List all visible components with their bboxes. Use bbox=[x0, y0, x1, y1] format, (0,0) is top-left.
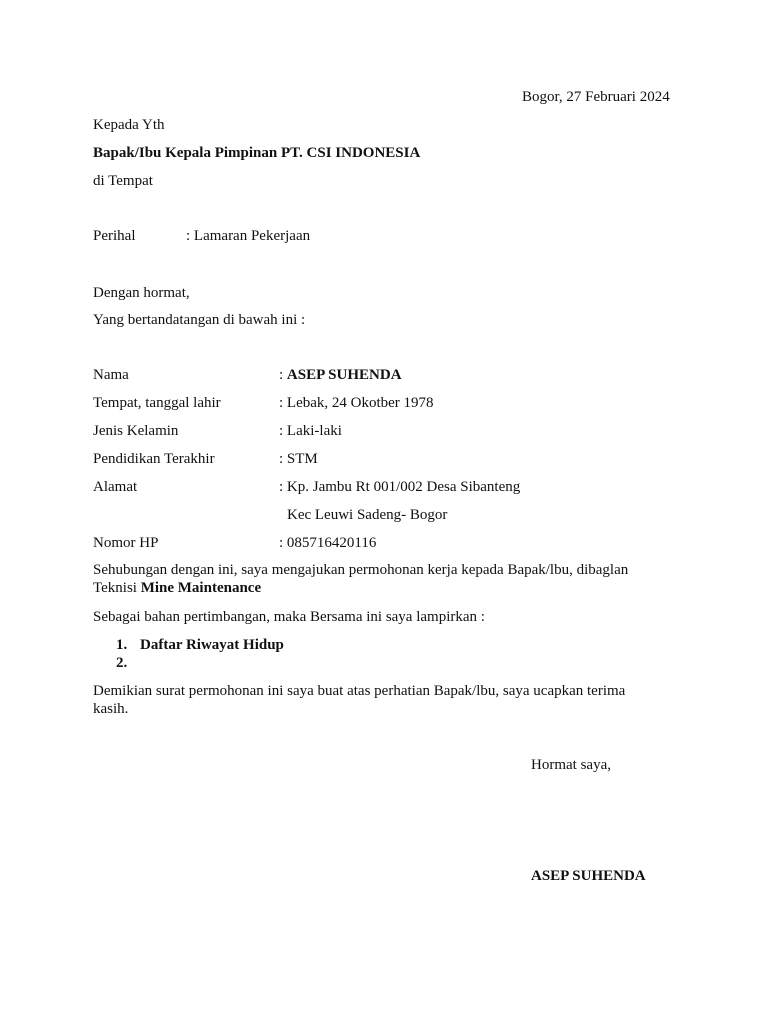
recipient-location: di Tempat bbox=[93, 173, 153, 189]
signatory-name: ASEP SUHENDA bbox=[531, 868, 646, 884]
sign-off: Hormat saya, bbox=[531, 757, 611, 773]
closing-paragraph: Demikian surat permohonan ini saya buat atas perhatian Bapak/lbu, saya ucapkan terima kasih. bbox=[93, 683, 626, 717]
recipient-name: Bapak/Ibu Kepala Pimpinan PT. CSI INDONESIA bbox=[93, 145, 421, 161]
detail-label-gender: Jenis Kelamin bbox=[93, 423, 179, 439]
detail-value-education: : STM bbox=[279, 451, 318, 467]
detail-label-phone: Nomor HP bbox=[93, 535, 159, 551]
detail-label-address: Alamat bbox=[93, 479, 138, 495]
subject-value: : Lamaran Pekerjaan bbox=[186, 228, 311, 244]
body-paragraph-1: Sehubungan dengan ini, saya mengajukan permohonan kerja kepada Bapak/lbu, dibaglan Teknisi Mine Maintenance bbox=[93, 562, 629, 596]
detail-label-birth: Tempat, tanggal lahir bbox=[93, 395, 221, 411]
subject-label: Perihal bbox=[93, 228, 136, 244]
position-name: Mine Maintenance bbox=[140, 580, 262, 596]
detail-value-address: : Kp. Jambu Rt 001/002 Desa Sibanteng bbox=[279, 479, 521, 495]
greeting: Dengan hormat, bbox=[93, 285, 190, 301]
detail-label-education: Pendidikan Terakhir bbox=[93, 451, 215, 467]
detail-value-gender: : Laki-laki bbox=[279, 423, 342, 439]
detail-value-birth: : Lebak, 24 Okotber 1978 bbox=[279, 395, 434, 411]
attachment-number-1: 1. bbox=[116, 637, 128, 653]
detail-value-name: : ASEP SUHENDA bbox=[279, 367, 402, 383]
letter-date: Bogor, 27 Februari 2024 bbox=[522, 89, 670, 105]
body-paragraph-2: Sebagai bahan pertimbangan, maka Bersama ini saya lampirkan : bbox=[93, 609, 485, 625]
intro-line: Yang bertandatangan di bawah ini : bbox=[93, 312, 306, 328]
applicant-name: ASEP SUHENDA bbox=[286, 367, 402, 383]
detail-value-address-line2: Kec Leuwi Sadeng- Bogor bbox=[287, 507, 448, 523]
detail-value-phone: : 085716420116 bbox=[279, 535, 377, 551]
recipient-salutation: Kepada Yth bbox=[93, 117, 165, 133]
attachment-number-2: 2. bbox=[116, 655, 128, 671]
detail-label-name: Nama bbox=[93, 367, 129, 383]
attachment-item-1: Daftar Riwayat Hidup bbox=[140, 637, 284, 653]
